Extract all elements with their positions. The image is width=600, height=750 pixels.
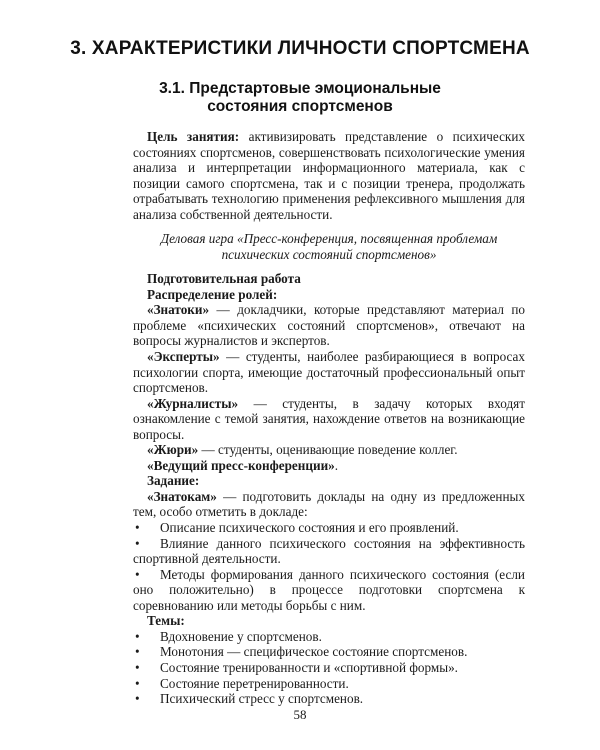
role-desc: — студенты, оценивающие поведение коллег. <box>198 442 458 458</box>
role-paragraph <box>133 442 525 458</box>
list-item <box>133 520 525 536</box>
task-paragraph <box>133 489 525 520</box>
prep-heading: Подготовительная работа <box>147 271 301 287</box>
role-desc: — докладчики, которые представляют материал по проблеме «психических состояний спортсменов», отвечают на вопросы журналистов и экспертов. <box>133 302 525 349</box>
page-number: 58 <box>293 707 307 722</box>
bullet-icon: • <box>135 535 140 551</box>
goal-label: Цель занятия: <box>147 129 240 144</box>
role-paragraph <box>133 349 525 396</box>
list-item <box>133 660 525 676</box>
themes-list <box>133 629 525 707</box>
list-item <box>133 644 525 660</box>
game-caption <box>133 231 525 262</box>
role-name: «Эксперты» <box>147 349 220 365</box>
role-name: «Журналисты» <box>147 395 239 411</box>
game-caption-line-2: психических состояний спортсменов» <box>221 246 437 262</box>
list-item <box>133 676 525 692</box>
list-item-text: Описание психического состояния и его проявлений. <box>160 520 459 536</box>
section-title-line-2: состояния спортсменов <box>207 98 393 115</box>
bullet-icon: • <box>135 691 140 707</box>
list-item-text: Влияние данного психического состояния на эффективность спортивной деятельности. <box>133 535 525 567</box>
role-name: «Жюри» <box>147 442 199 458</box>
task-desc: — подготовить доклады на одну из предложенных тем, особо отметить в докладе: <box>133 488 525 520</box>
role-paragraph <box>133 302 525 349</box>
role-desc: — студенты, наиболее разбирающиеся в вопросах психологии спорта, имеющие достаточный профессиональный опыт спортсменов. <box>133 349 525 396</box>
list-item <box>133 691 525 707</box>
body-text <box>133 129 525 707</box>
host-role: «Ведущий пресс-конференции» <box>147 457 335 473</box>
list-item-text: Монотония — специфическое состояние спортсменов. <box>160 644 468 660</box>
bullet-icon: • <box>135 644 140 660</box>
role-paragraph <box>133 396 525 443</box>
list-item-text: Психический стресс у спортсменов. <box>160 691 364 707</box>
bullet-icon: • <box>135 659 140 675</box>
game-caption-line-1: Деловая игра «Пресс-конференция, посвященная проблемам <box>160 231 498 247</box>
list-item <box>133 536 525 567</box>
goal-paragraph <box>133 129 525 222</box>
list-item-text: Вдохновение у спортсменов. <box>160 628 322 644</box>
list-item <box>133 567 525 614</box>
section-title <box>0 80 600 116</box>
bullet-icon: • <box>135 566 140 582</box>
roles-heading: Распределение ролей: <box>147 286 278 302</box>
list-item-text: Состояние тренированности и «спортивной формы». <box>160 659 458 675</box>
host-role-end: . <box>334 457 339 473</box>
bullet-icon: • <box>135 520 140 536</box>
goal-text: активизировать представление о психических состояниях спортсменов, совершенствовать психологические умения анализа и интерпретации информационного материала, как с позиции самого спортсмена, так и с позиции тренера, продолжать отрабатывать технологию применения рефлексивного мышления для анализа собственной деятельности. <box>133 129 525 222</box>
list-item-text: Методы формирования данного психического состояния (если оно положительно) в процессе подготовки спортсмена к соревнованию или методы борьбы с ним. <box>133 566 525 613</box>
bullet-icon: • <box>135 628 140 644</box>
role-desc: — студенты, в задачу которых входят ознакомление с темой занятия, нахождение ответов на возникающие вопросы. <box>133 395 525 442</box>
themes-heading: Темы: <box>147 613 185 629</box>
chapter-title: 3. ХАРАКТЕРИСТИКИ ЛИЧНОСТИ СПОРТСМЕНА <box>70 38 530 59</box>
task-bullet-list <box>133 520 525 613</box>
host-role-paragraph <box>133 458 525 474</box>
list-item <box>133 629 525 645</box>
task-name: «Знатокам» <box>147 488 217 504</box>
bullet-icon: • <box>135 675 140 691</box>
task-heading: Задание: <box>147 473 200 489</box>
role-name: «Знатоки» <box>147 302 210 318</box>
list-item-text: Состояние перетренированности. <box>160 675 349 691</box>
section-title-line-1: 3.1. Предстартовые эмоциональные <box>159 80 441 97</box>
